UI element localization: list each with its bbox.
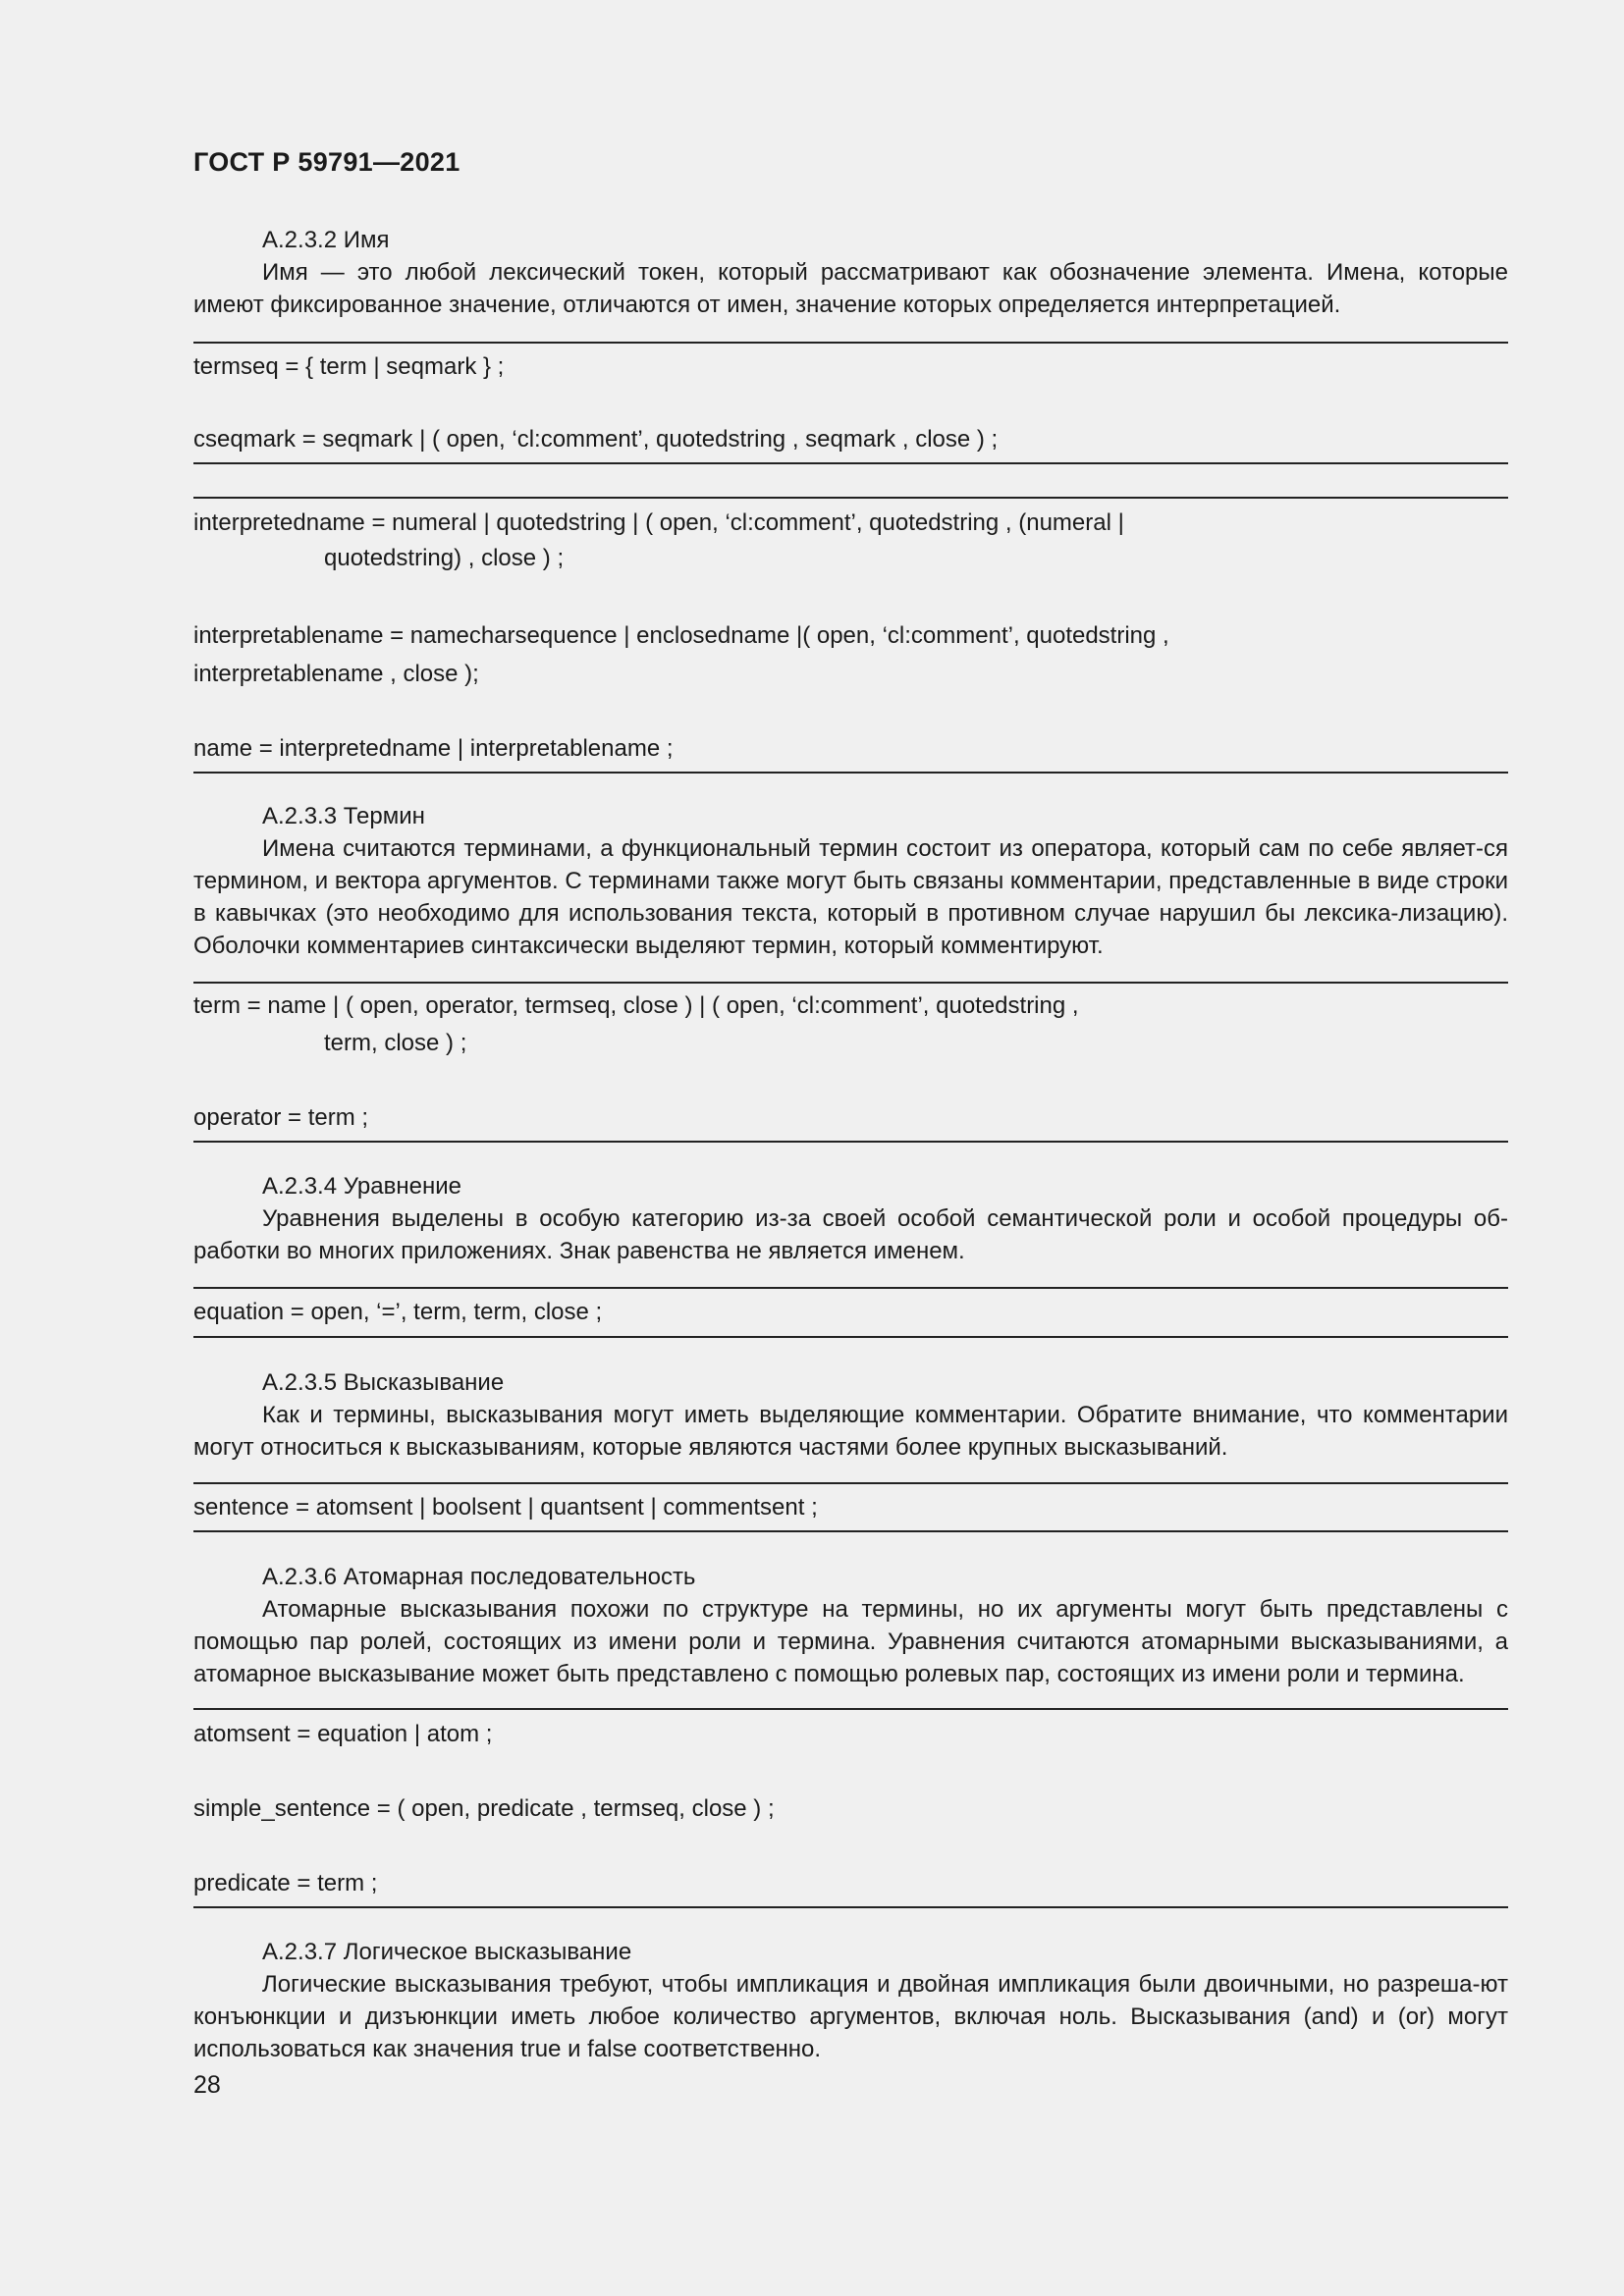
section-heading: А.2.3.7 Логическое высказывание: [262, 1939, 632, 1965]
grammar-line: quotedstring) , close ) ;: [324, 545, 565, 571]
section-heading: А.2.3.2 Имя: [262, 227, 390, 253]
section-heading: А.2.3.3 Термин: [262, 803, 425, 829]
grammar-line: interpretedname = numeral | quotedstring | ( open, ‘cl:comment’, quotedstring , (numeral |: [193, 509, 1124, 536]
document-header: ГОСТ Р 59791—2021: [193, 147, 460, 177]
grammar-rule-line: [193, 772, 1508, 774]
grammar-rule-line: [193, 1482, 1508, 1484]
grammar-line: name = interpretedname | interpretablename ;: [193, 735, 674, 762]
section-a237: [193, 1936, 1508, 2065]
grammar-line: equation = open, ‘=’, term, term, close ;: [193, 1299, 603, 1325]
grammar-rule-line: [193, 462, 1508, 464]
grammar-rule-line: [193, 1141, 1508, 1143]
section-a232: [193, 224, 1508, 321]
grammar-line: term = name | ( open, operator, termseq, close ) | ( open, ‘cl:comment’, quotedstring ,: [193, 992, 1079, 1019]
section-a235: [193, 1366, 1508, 1464]
section-paragraph: Имя — это любой лексический токен, который рассматривают как обозначение элемента. Имена, которые имеют фиксированное значение, отличаются от имен, значение которых определяется интерпретацией.: [193, 259, 1508, 318]
section-heading: А.2.3.6 Атомарная последовательность: [262, 1564, 696, 1590]
section-heading: А.2.3.4 Уравнение: [262, 1173, 461, 1200]
section-paragraph: Уравнения выделены в особую категорию из-за своей особой семантической роли и особой процедуры об-работки во многих приложениях. Знак равенства не является именем.: [193, 1205, 1508, 1264]
grammar-line: interpretablename = namecharsequence | enclosedname |( open, ‘cl:comment’, quotedstring ,: [193, 622, 1169, 649]
section-a234: [193, 1170, 1508, 1267]
grammar-line: predicate = term ;: [193, 1870, 378, 1896]
section-a236: [193, 1561, 1508, 1690]
grammar-rule-line: [193, 342, 1508, 344]
grammar-line: sentence = atomsent | boolsent | quantsent | commentsent ;: [193, 1494, 818, 1521]
grammar-line: term, close ) ;: [324, 1030, 467, 1056]
grammar-rule-line: [193, 497, 1508, 499]
grammar-line: atomsent = equation | atom ;: [193, 1721, 493, 1747]
section-paragraph: Как и термины, высказывания могут иметь выделяющие комментарии. Обратите внимание, что комментарии могут относиться к высказываниям, которые являются частями более крупных высказываний.: [193, 1402, 1508, 1461]
grammar-rule-line: [193, 1336, 1508, 1338]
page-number: 28: [193, 2071, 221, 2099]
grammar-line: termseq = { term | seqmark } ;: [193, 353, 505, 380]
grammar-line: cseqmark = seqmark | ( open, ‘cl:comment’, quotedstring , seqmark , close ) ;: [193, 426, 999, 453]
section-a233: [193, 800, 1508, 962]
section-paragraph: Имена считаются терминами, а функциональный термин состоит из оператора, который сам по себе являет-ся термином, и вектора аргументов. С терминами также могут быть связаны комментарии, представленные в виде строки в кавычках (это необходимо для использования текста, который в противном случае нарушил бы лексика-лизацию). Оболочки комментариев синтаксически выделяют термин, который комментируют.: [193, 835, 1508, 959]
section-paragraph: Логические высказывания требуют, чтобы импликация и двойная импликация были двоичными, но разреша-ют конъюнкции и дизъюнкции иметь любое количество аргументов, включая ноль. Высказывания (and) и (or) могут использоваться как значения true и false соответственно.: [193, 1971, 1508, 2062]
grammar-rule-line: [193, 1906, 1508, 1908]
section-paragraph: Атомарные высказывания похожи по структуре на термины, но их аргументы могут быть представлены с помощью пар ролей, состоящих из имени роли и термина. Уравнения считаются атомарными высказываниями, а атомарное высказывание может быть представлено с помощью ролевых пар, состоящих из имени роли и термина.: [193, 1596, 1508, 1687]
section-heading: А.2.3.5 Высказывание: [262, 1369, 505, 1396]
grammar-rule-line: [193, 1287, 1508, 1289]
grammar-line: operator = term ;: [193, 1104, 369, 1131]
grammar-rule-line: [193, 1708, 1508, 1710]
grammar-line: simple_sentence = ( open, predicate , termseq, close ) ;: [193, 1795, 775, 1822]
grammar-rule-line: [193, 982, 1508, 984]
grammar-line: interpretablename , close );: [193, 661, 479, 687]
grammar-rule-line: [193, 1530, 1508, 1532]
